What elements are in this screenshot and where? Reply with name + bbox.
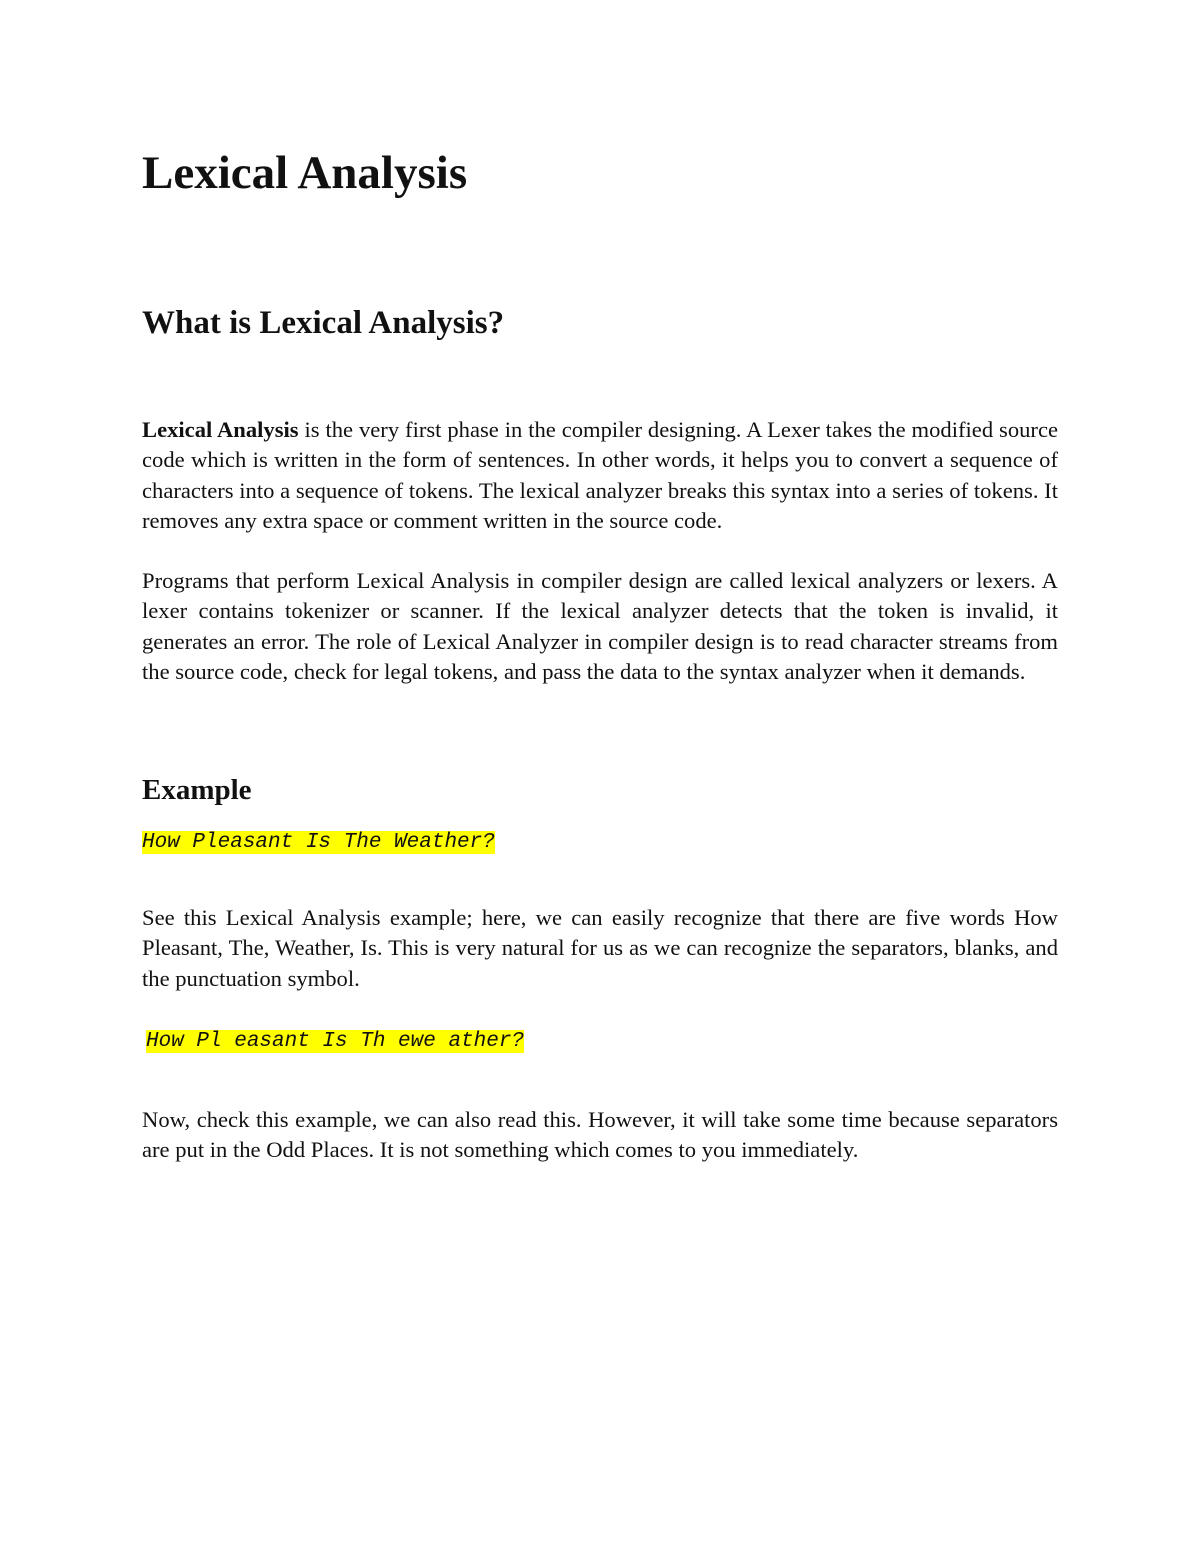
example-heading: Example [142, 774, 252, 806]
section-heading: What is Lexical Analysis? [142, 305, 505, 341]
example-code-1 [142, 829, 495, 857]
highlighted-code-text-1: How Pleasant Is The Weather? [142, 831, 495, 854]
intro-paragraph-1 [142, 415, 1058, 536]
example-code-2 [146, 1028, 524, 1056]
bold-lead-term: Lexical Analysis [142, 417, 299, 442]
example-explanation-1: See this Lexical Analysis example; here, we can easily recognize that there are five words How Pleasant, The, Weather, Is. This is very natural for us as we can recognize the separators, blanks, and the punctuation symbol. [142, 905, 1058, 991]
intro-paragraph-1-text: is the very first phase in the compiler designing. A Lexer takes the modified source code which is written in the form of sentences. In other words, it helps you to convert a sequence of characters into a sequence of tokens. The lexical analyzer breaks this syntax into a series of tokens. It removes any extra space or comment written in the source code. [142, 417, 1058, 533]
highlighted-code-text-2: How Pl easant Is Th ewe ather? [146, 1030, 525, 1053]
intro-paragraph-2: Programs that perform Lexical Analysis in compiler design are called lexical analyzers or lexers. A lexer contains tokenizer or scanner. If the lexical analyzer detects that the token is invalid, it generates an error. The role of Lexical Analyzer in compiler design is to read character streams from the source code, check for legal tokens, and pass the data to the syntax analyzer when it demands. [142, 568, 1058, 684]
document-title: Lexical Analysis [142, 147, 468, 199]
example-explanation-2: Now, check this example, we can also read this. However, it will take some time because separators are put in the Odd Places. It is not something which comes to you immediately. [142, 1107, 1058, 1163]
